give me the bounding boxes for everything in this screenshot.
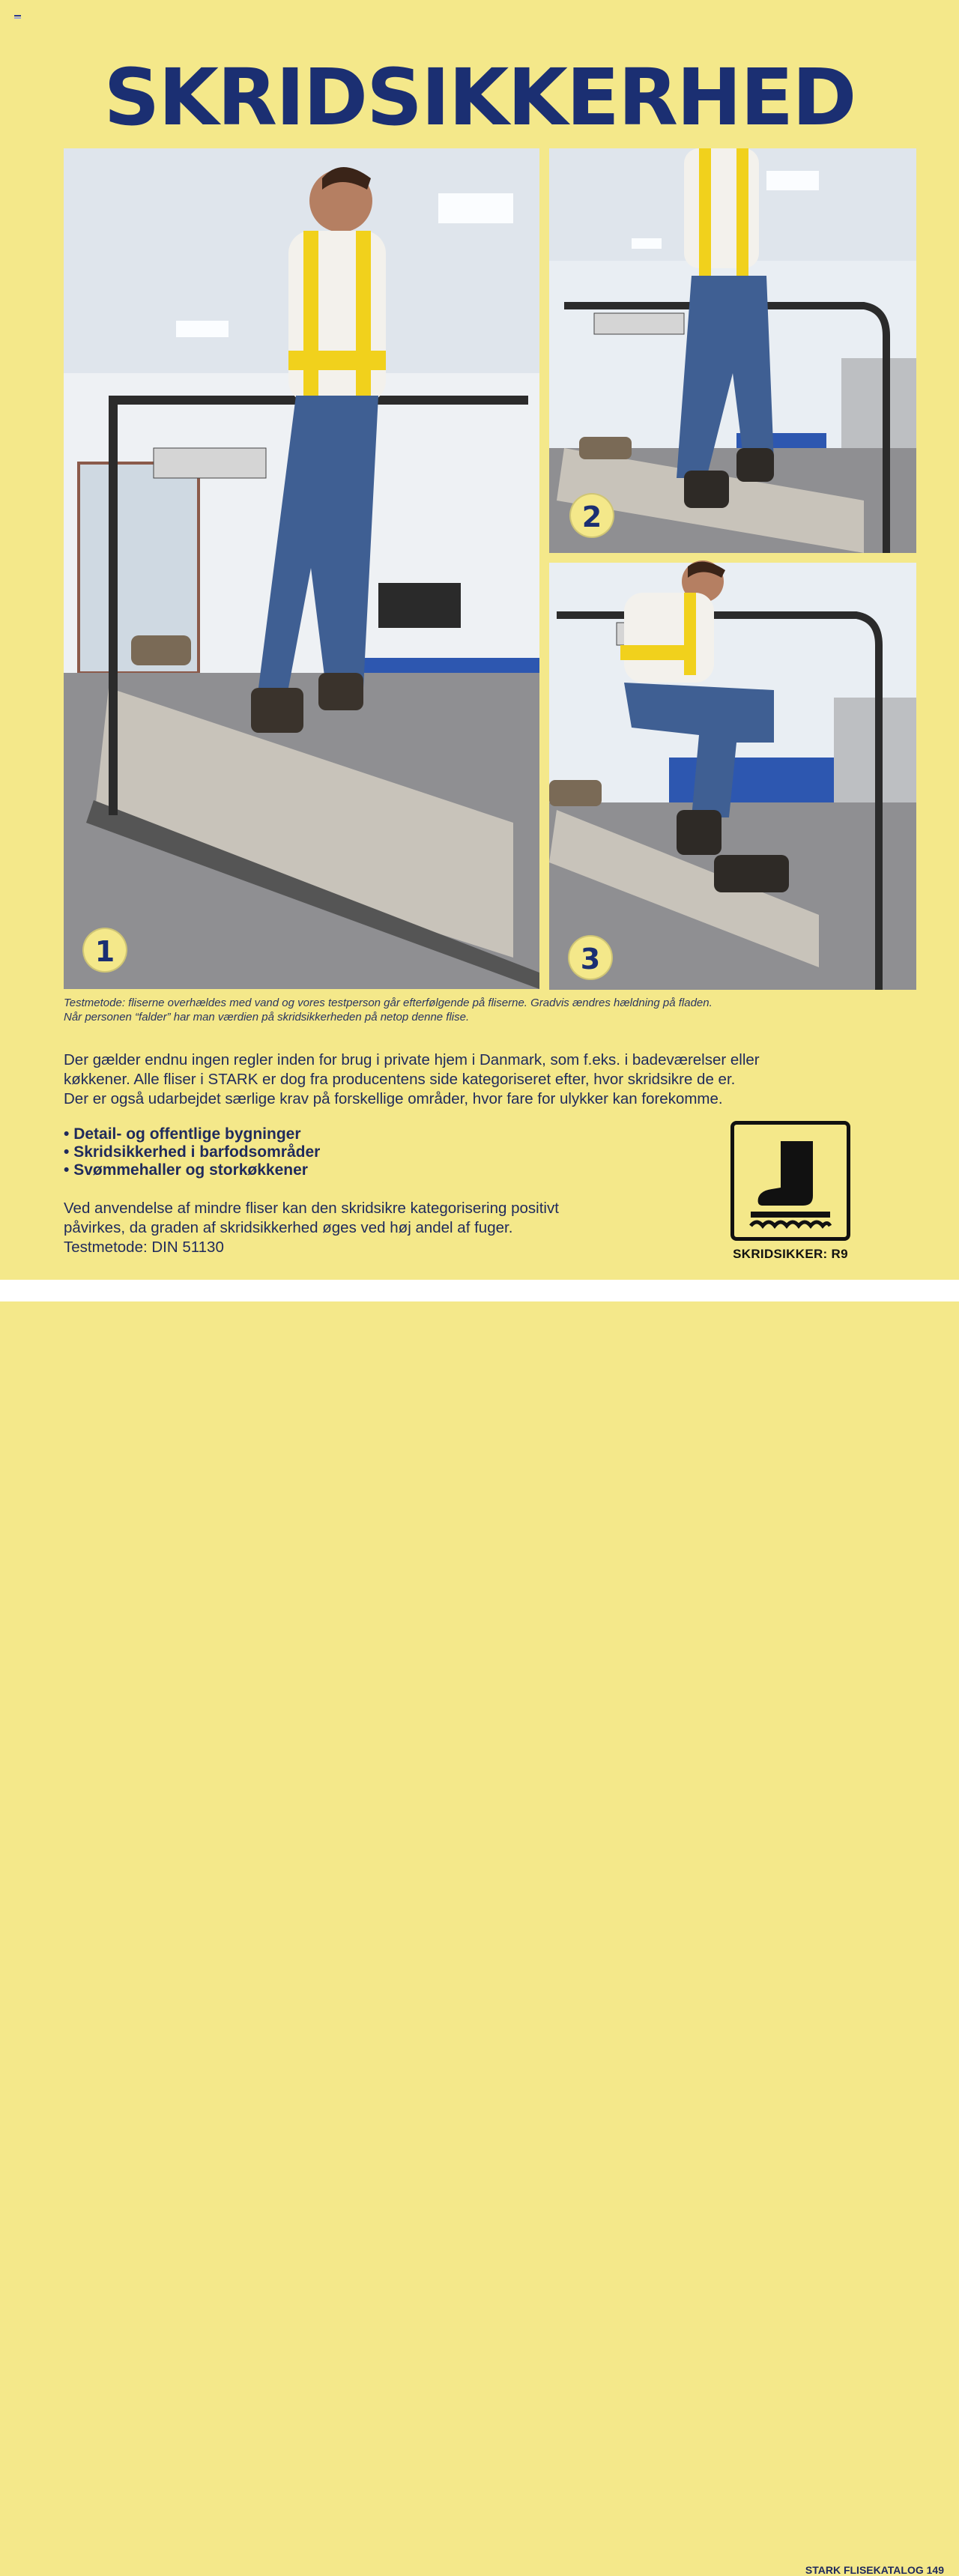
paragraph-line: Der gælder endnu ingen regler inden for brug i private hjem i Danmark, som f.eks. i badeværelser eller xyxy=(64,1051,760,1068)
page-title: SKRIDSIKKERHED xyxy=(103,52,856,143)
photo-step-1 xyxy=(64,148,539,989)
caption-line: Testmetode: fliserne overhældes med vand og vores testperson går efterfølgende på fliserne. Gradvis ændres hældning på fladen. xyxy=(64,997,713,1009)
photo-step-3 xyxy=(549,563,916,990)
paragraph-line: Testmetode: DIN 51130 xyxy=(64,1239,224,1256)
corner-mark-icon xyxy=(14,15,21,19)
page xyxy=(0,0,959,1280)
page-number: STARK FLISEKATALOG 149 xyxy=(805,2564,944,2576)
paragraph-line: Ved anvendelse af mindre fliser kan den skridsikre kategorisering positivt xyxy=(64,1200,559,1217)
paragraph-line: påvirkes, da graden af skridsikkerhed øges ved høj andel af fuger. xyxy=(64,1219,513,1236)
step-badge-1: 1 xyxy=(82,928,127,973)
lab-scene-illustration xyxy=(549,563,916,990)
photo-step-2 xyxy=(549,148,916,553)
lab-scene-illustration xyxy=(64,148,539,989)
step-badge-3: 3 xyxy=(568,935,613,980)
list-item: • Detail- og offentlige bygninger xyxy=(64,1125,663,1143)
slip-rating-label: SKRIDSIKKER: R9 xyxy=(733,1247,848,1261)
caption-line: Når personen “falder” har man værdien på skridsikkerheden på netop denne flise. xyxy=(64,1011,470,1024)
list-item: • Skridsikkerhed i barfodsområder xyxy=(64,1143,663,1161)
page-footer xyxy=(0,1280,959,2576)
lab-scene-illustration xyxy=(549,148,916,553)
step-badge-2: 2 xyxy=(569,493,614,538)
photo-caption xyxy=(64,996,918,1024)
intro-paragraph xyxy=(64,1050,918,1109)
requirements-list xyxy=(64,1125,663,1179)
list-item: • Svømmehaller og storkøkkener xyxy=(64,1161,663,1179)
note-paragraph xyxy=(64,1199,633,1257)
paragraph-line: Der er også udarbejdet særlige krav på forskellige områder, hvor fare for ulykker kan forekomme. xyxy=(64,1090,723,1107)
boot-icon xyxy=(730,1121,850,1241)
paragraph-line: køkkener. Alle fliser i STARK er dog fra producentens side kategoriseret efter, hvor skridsikre de er. xyxy=(64,1071,736,1088)
